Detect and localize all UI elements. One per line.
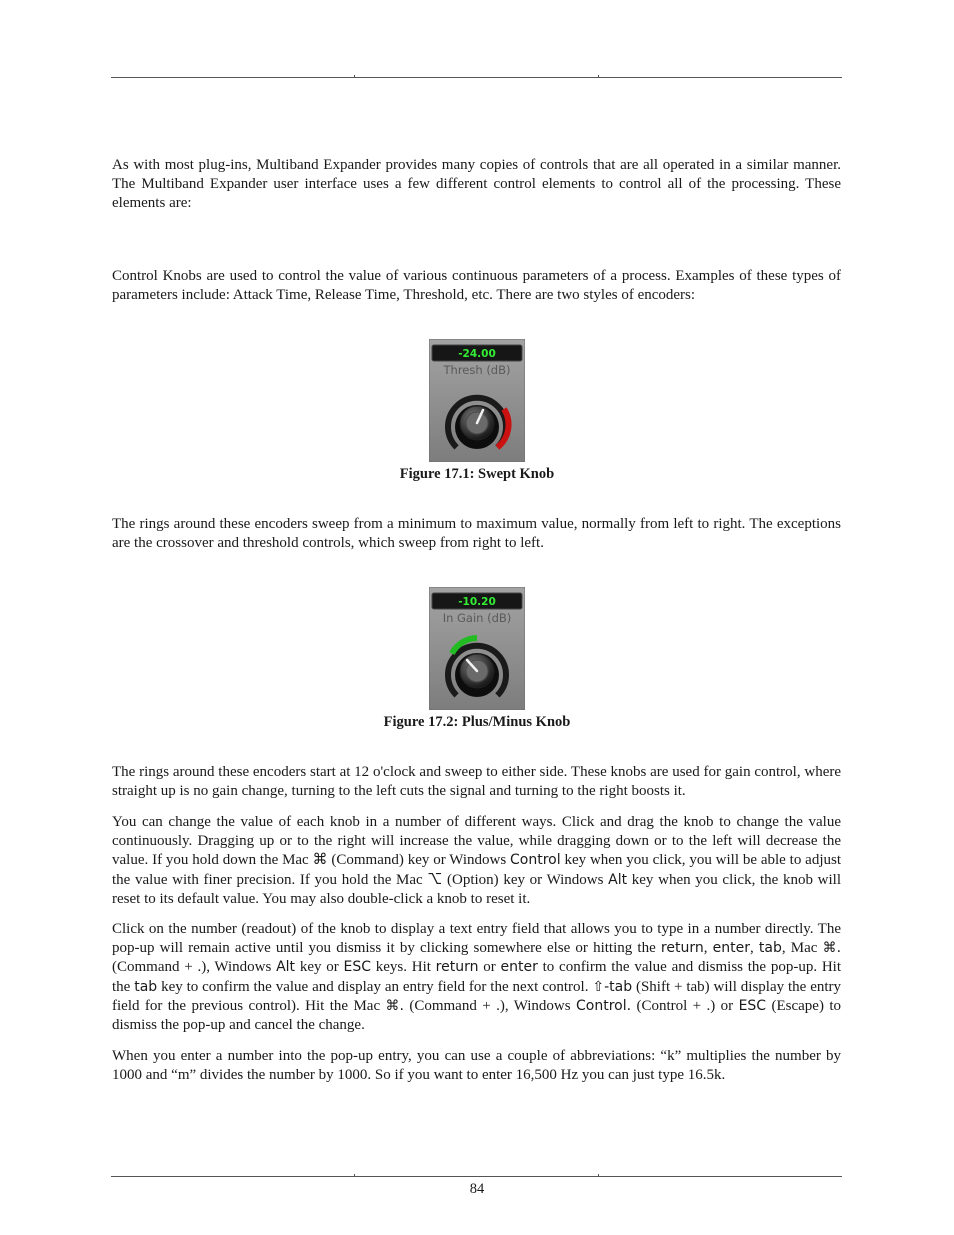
key-alt: Alt xyxy=(608,871,628,888)
knob-label: Thresh (dB) xyxy=(443,363,511,377)
key-tab: tab xyxy=(134,978,158,995)
knob-label: In Gain (dB) xyxy=(442,611,512,625)
figure-2-caption: Figure 17.2: Plus/Minus Knob xyxy=(383,714,571,730)
readout-value[interactable]: -10.20 xyxy=(458,596,496,608)
key-command-period: ⌘. xyxy=(822,940,842,957)
key-esc: ESC xyxy=(738,997,767,1014)
page-number: 84 xyxy=(469,1181,485,1197)
key-return: return xyxy=(660,940,704,957)
figure-1-caption: Figure 17.1: Swept Knob xyxy=(399,466,555,482)
intro-paragraph: As with most plug-ins, Multiband Expander provides many copies of controls that are all operated in a similar manner. The Multiband Expander user interface uses a few different control elements to control all of the processing. These elements are: xyxy=(112,157,841,212)
key-control-period: Control. xyxy=(576,997,632,1014)
swept-description: The rings around these encoders sweep from a minimum to maximum value, normally from left to right. The exceptions are the crossover and threshold controls, which sweep from right to left. xyxy=(112,516,841,552)
abbreviations-paragraph: When you enter a number into the pop-up entry, you can use a couple of abbreviations: “k” multiplies the number by 1000 and “m” divides the number by 1000. So if you want to enter 16,500 Hz you can just type 16.5k. xyxy=(112,1048,841,1084)
footer-rule xyxy=(111,1176,842,1177)
key-esc: ESC xyxy=(343,959,371,976)
change-value-paragraph: You can change the value of each knob in a number of different ways. Click and drag the knob to change the value continuously. Dragging up or to the right will increase the value, while dragging down or to the left will decrease the value. If you hold down the Mac ⌘ (Command) key or Windows Control key when you click, you will be able to adjust the value with finer precision. If you hold the Mac ⌥ (Option) key or Windows Alt key when you click, the knob will reset to its default value. You may also double-click a knob to reset it. xyxy=(112,814,842,907)
key-shift-tab: ⇧-tab xyxy=(592,978,633,995)
key-tab: tab xyxy=(758,940,782,957)
control-knobs-paragraph: Control Knobs are used to control the value of various continuous parameters of a process. Examples of these types of parameters include: Attack Time, Release Time, Threshold, etc. There are two styles of encoders: xyxy=(112,268,841,304)
plusminus-knob-figure[interactable] xyxy=(429,587,525,710)
key-control: Control xyxy=(510,852,561,869)
key-enter: enter xyxy=(500,959,538,976)
readout-value[interactable]: -24.00 xyxy=(458,348,496,360)
key-command-period: ⌘. xyxy=(385,997,404,1014)
header-rule xyxy=(111,77,842,78)
number-entry-paragraph: Click on the number (readout) of the knob to display a text entry field that allows you to type in a number directly. The pop-up will remain active until you dismiss it by clicking somewhere else or hitting the return, enter, tab, Mac ⌘. (Command + .), Windows Alt key or ESC keys. Hit return or enter to confirm the value and dismiss the pop-up. Hit the tab key to confirm the value and display an entry field for the next control. ⇧-tab (Shift + tab) will display the entry field for the previous control). Hit the Mac ⌘. (Command + .), Windows Control. (Control + .) or ESC (Escape) to dismiss the pop-up and cancel the change. xyxy=(112,921,842,1034)
plusminus-knob-image[interactable] xyxy=(429,587,525,710)
plusminus-description: The rings around these encoders start at 12 o'clock and sweep to either side. These knobs are used for gain control, where straight up is no gain change, turning to the left cuts the signal and turning to the right boosts it. xyxy=(112,764,841,800)
key-alt: Alt xyxy=(276,959,296,976)
swept-knob-image[interactable] xyxy=(429,339,525,462)
swept-knob-figure[interactable] xyxy=(429,339,525,462)
key-return: return xyxy=(435,959,479,976)
key-enter: enter xyxy=(712,940,750,957)
